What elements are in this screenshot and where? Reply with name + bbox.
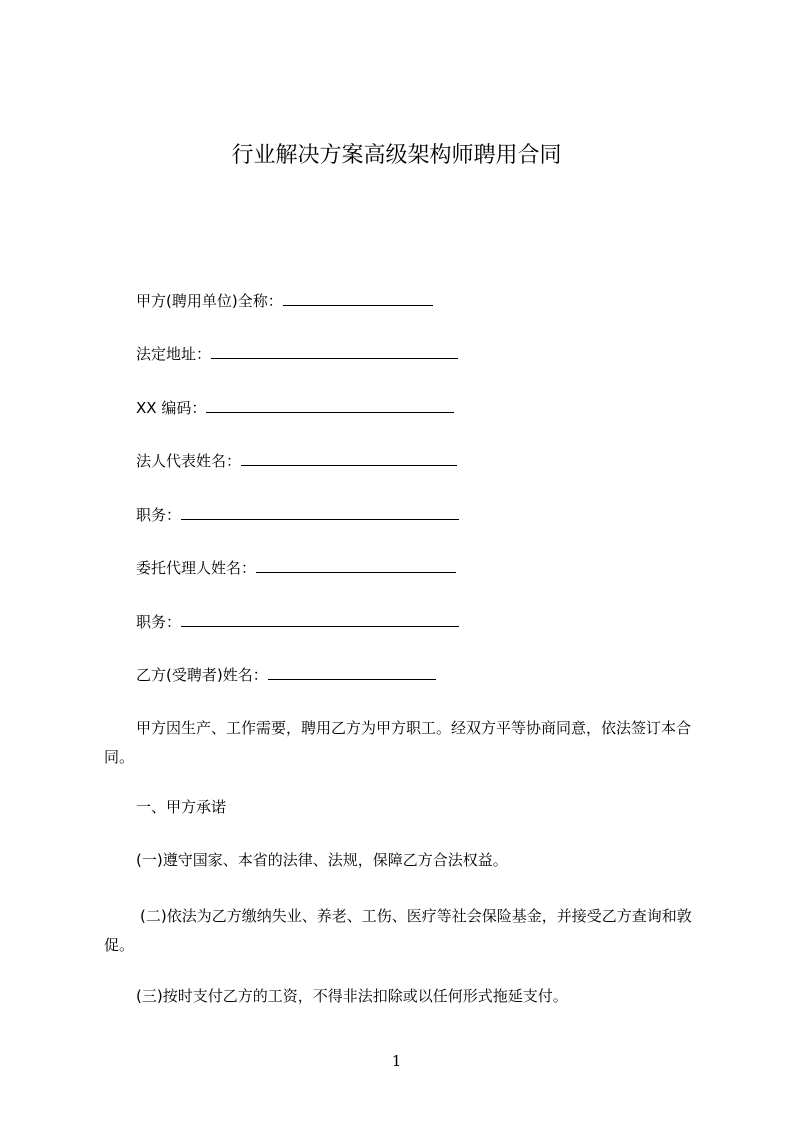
- page-number: 1: [391, 1052, 402, 1070]
- blank-line: [181, 505, 459, 520]
- field-legal-address: [136, 343, 458, 365]
- field-party-a-name: [136, 290, 433, 312]
- field-label: 职务：: [136, 613, 182, 631]
- field-label: 职务：: [136, 506, 182, 524]
- clause-1: (一)遵守国家、本省的法律、法规，保障乙方合法权益。: [136, 851, 508, 869]
- blank-line: [211, 344, 458, 359]
- field-label: XX 编码：: [136, 399, 207, 417]
- field-agent-position: [136, 611, 459, 633]
- field-position: [136, 504, 459, 526]
- blank-line: [181, 612, 459, 627]
- field-agent-name: [136, 557, 456, 579]
- field-label: 委托代理人姓名：: [136, 559, 257, 577]
- field-legal-rep-name: [136, 450, 457, 472]
- clause-2: (二)依法为乙方缴纳失业、养老、工伤、医疗等社会保险基金，并接受乙方查询和敦促。: [104, 907, 692, 954]
- blank-line: [241, 451, 457, 466]
- field-postal-code: [136, 397, 454, 419]
- blank-line: [206, 398, 454, 413]
- field-party-b-name: [136, 664, 436, 686]
- field-label: 甲方(聘用单位)全称：: [136, 292, 283, 310]
- field-label: 乙方(受聘者)姓名：: [136, 666, 268, 684]
- intro-paragraph: 甲方因生产、工作需要，聘用乙方为甲方职工。经双方平等协商同意，依法签订本合同。: [104, 719, 692, 766]
- blank-line: [268, 665, 436, 680]
- blank-line: [256, 558, 456, 573]
- clause-3: (三)按时支付乙方的工资，不得非法扣除或以任何形式拖延支付。: [136, 987, 568, 1005]
- contract-title: 行业解决方案高级架构师聘用合同: [231, 143, 562, 168]
- field-label: 法定地址：: [136, 345, 212, 363]
- field-label: 法人代表姓名：: [136, 452, 242, 470]
- section-heading: 一、甲方承诺: [136, 798, 227, 816]
- blank-line: [283, 291, 433, 306]
